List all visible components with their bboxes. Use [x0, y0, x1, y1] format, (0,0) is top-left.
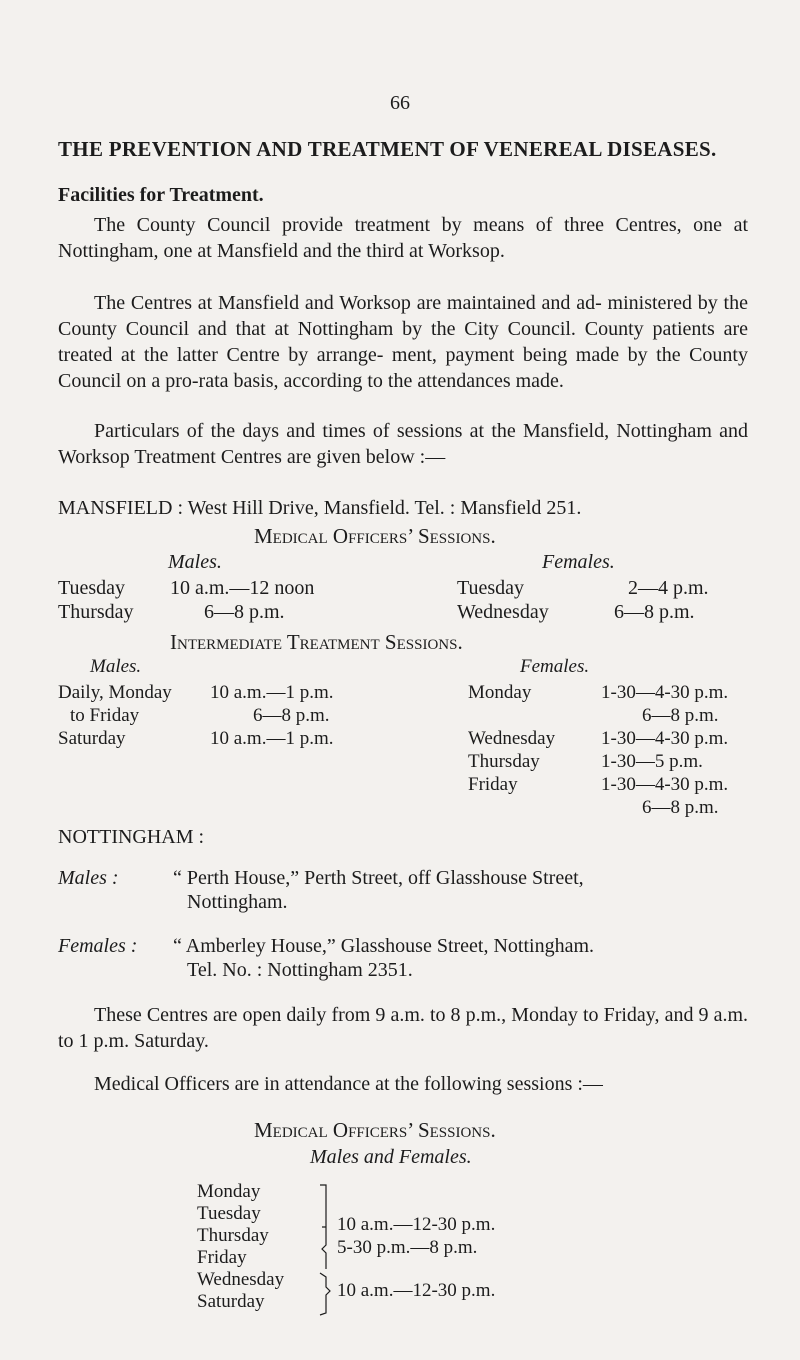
- int-female-time: 1-30—4-30 p.m.: [601, 728, 729, 749]
- nottingham-heading: NOTTINGHAM :: [58, 826, 205, 848]
- nottingham-males-label: Males :: [58, 867, 119, 889]
- nottingham-females-tel: Tel. No. : Nottingham 2351.: [187, 959, 413, 981]
- session-day: Friday: [197, 1247, 247, 1268]
- session-time-evening: 5-30 p.m.—8 p.m.: [337, 1237, 478, 1258]
- int-female-day: Thursday: [468, 751, 540, 772]
- session-day: Thursday: [197, 1225, 269, 1246]
- mansfield-int-males-label: Males.: [90, 656, 142, 677]
- med-female-day: Tuesday: [457, 577, 525, 599]
- section-heading-facilities: Facilities for Treatment.: [58, 184, 264, 206]
- mansfield-medical-heading: Medical Officers’ Sessions.: [254, 524, 496, 548]
- mansfield-int-females-label: Females.: [520, 656, 590, 677]
- int-female-time: 1-30—4-30 p.m.: [601, 774, 729, 795]
- mansfield-females-label: Females.: [542, 551, 615, 573]
- session-time-morning-wed-sat: 10 a.m.—12-30 p.m.: [337, 1280, 496, 1301]
- paragraph-attendance-text: Medical Officers are in attendance at the following sessions :—: [94, 1073, 603, 1095]
- int-male-time: 10 a.m.—1 p.m.: [210, 728, 334, 749]
- page-title: THE PREVENTION AND TREATMENT OF VENEREAL DISEASES.: [58, 137, 717, 161]
- med-female-day: Wednesday: [457, 601, 549, 623]
- paragraph-attendance: [58, 1071, 748, 1097]
- int-female-day: Monday: [468, 682, 532, 703]
- int-female-time: 1-30—4-30 p.m.: [601, 682, 729, 703]
- int-female-day: Friday: [468, 774, 518, 795]
- paragraph-centres-text: The County Council provide treatment by means of three Centres, one at Nottingham, one at Mansfield and the third at Worksop.: [58, 214, 748, 262]
- med-male-time: 10 a.m.—12 noon: [170, 577, 315, 599]
- med-male-time: 6—8 p.m.: [204, 601, 285, 623]
- paragraph-administration: [58, 290, 748, 394]
- session-brace: [316, 1183, 336, 1318]
- paragraph-centres: [58, 212, 748, 264]
- int-male-day: to Friday: [70, 705, 140, 726]
- session-time-morning: 10 a.m.—12-30 p.m.: [337, 1214, 496, 1235]
- session-day: Saturday: [197, 1291, 265, 1312]
- nottingham-males-address-city: Nottingham.: [187, 891, 288, 913]
- session-day: Tuesday: [197, 1203, 261, 1224]
- med-female-time: 6—8 p.m.: [614, 601, 695, 623]
- mansfield-intermediate-heading: Intermediate Treatment Sessions.: [170, 630, 463, 654]
- nottingham-sessions-subheading: Males and Females.: [310, 1146, 472, 1168]
- int-female-time: 6—8 p.m.: [642, 797, 719, 818]
- med-female-time: 2—4 p.m.: [628, 577, 709, 599]
- int-female-time: 6—8 p.m.: [642, 705, 719, 726]
- mansfield-males-label: Males.: [168, 551, 222, 573]
- med-male-day: Tuesday: [58, 577, 126, 599]
- int-male-day: Daily, Monday: [58, 682, 172, 703]
- int-male-time: 10 a.m.—1 p.m.: [210, 682, 334, 703]
- nottingham-females-address: “ Amberley House,” Glasshouse Street, Nottingham.: [173, 935, 595, 957]
- page-number: 66: [390, 92, 410, 114]
- paragraph-particulars: [58, 418, 748, 470]
- paragraph-opening-hours-text: These Centres are open daily from 9 a.m. to 8 p.m., Monday to Friday, and 9 a.m. to 1 p.m. Saturday.: [58, 1004, 748, 1052]
- nottingham-sessions-heading: Medical Officers’ Sessions.: [254, 1118, 496, 1142]
- int-male-day: Saturday: [58, 728, 126, 749]
- session-day: Monday: [197, 1181, 261, 1202]
- session-day: Wednesday: [197, 1269, 285, 1290]
- mansfield-heading: MANSFIELD : West Hill Drive, Mansfield. Tel. : Mansfield 251.: [58, 497, 582, 519]
- med-male-day: Thursday: [58, 601, 134, 623]
- int-male-time: 6—8 p.m.: [253, 705, 330, 726]
- paragraph-administration-text: The Centres at Mansfield and Worksop are maintained and ad- ministered by the County Council and that at Nottingham by the City Council. County patients are treated at the latter Centre by arrange- ment, payment being made by the County Council on a pro-rata basis, according to the attendances made.: [58, 292, 748, 392]
- nottingham-females-label: Females :: [58, 935, 138, 957]
- paragraph-opening-hours: [58, 1002, 748, 1054]
- int-female-time: 1-30—5 p.m.: [601, 751, 703, 772]
- int-female-day: Wednesday: [468, 728, 556, 749]
- paragraph-particulars-text: Particulars of the days and times of sessions at the Mansfield, Nottingham and Worksop Treatment Centres are given below :—: [58, 420, 748, 468]
- nottingham-males-address: “ Perth House,” Perth Street, off Glasshouse Street,: [173, 867, 584, 889]
